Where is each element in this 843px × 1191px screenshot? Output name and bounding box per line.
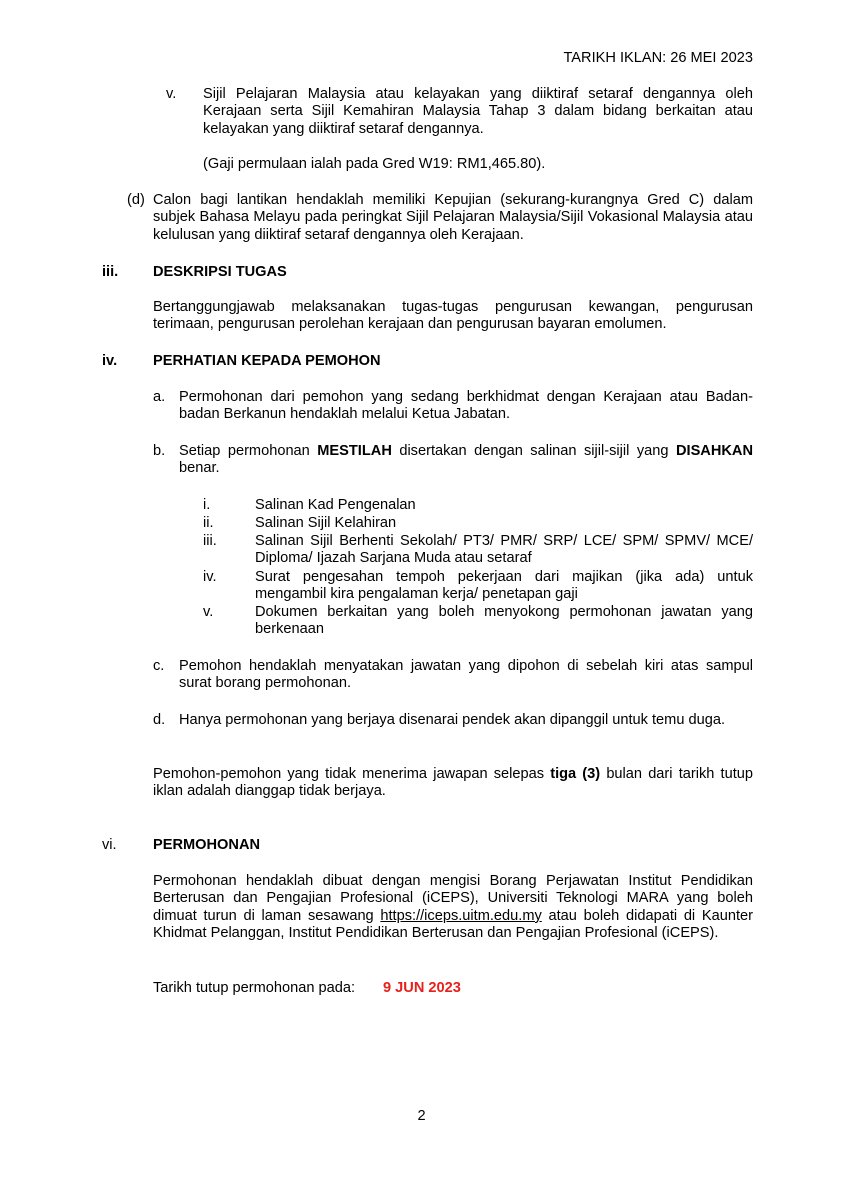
iceps-website-link[interactable]: https://iceps.uitm.edu.my [380,907,542,924]
document-number: v. [203,604,214,620]
section-iv-heading: PERHATIAN KEPADA PEMOHON [153,353,381,369]
item-c-marker: c. [153,658,165,674]
application-instructions: Permohonan hendaklah dibuat dengan mengisi Borang Perjawatan Institut Pendidikan Berterusan dan Pengajian Profesional (iCEPS), Universiti Teknologi MARA yang boleh dimuat turun di laman sesawang https://iceps.uitm.edu.my atau boleh didapati di Kaunter Khidmat Pelanggan, Institut Pendidikan Berterusan dan Pengajian Profesional (iCEPS). [153,873,753,942]
section-iii-heading: DESKRIPSI TUGAS [153,264,287,280]
document-number: ii. [203,515,214,531]
requirement-d-text: Calon bagi lantikan hendaklah memiliki Kepujian (sekurang-kurangnya Gred C) dalam subjek Bahasa Melayu pada peringkat Sijil Pelajaran Malaysia/Sijil Vokasional Malaysia atau kelulusan yang diiktiraf setaraf dengannya oleh Kerajaan. [153,192,753,243]
salary-note: (Gaji permulaan ialah pada Gred W19: RM1,465.80). [203,156,546,172]
closing-date-label: Tarikh tutup permohonan pada: [153,980,356,996]
item-d-text: Hanya permohonan yang berjaya disenarai pendek akan dipanggil untuk temu duga. [179,712,726,728]
document-item: Salinan Kad Pengenalan [255,497,416,513]
item-b-text: Setiap permohonan MESTILAH disertakan dengan salinan sijil-sijil yang DISAHKAN benar. [179,443,753,477]
item-b-marker: b. [153,443,166,459]
qualification-v-text: Sijil Pelajaran Malaysia atau kelayakan yang diiktiraf setaraf dengannya oleh Kerajaan serta Sijil Kemahiran Malaysia Tahap 3 dalam bidang berkaitan atau kelayakan yang diiktiraf setaraf dengannya. [203,86,753,137]
section-iii-number: iii. [102,264,119,280]
closing-date: 9 JUN 2023 [383,980,461,996]
rejection-note: Pemohon-pemohon yang tidak menerima jawapan selepas tiga (3) bulan dari tarikh tutup iklan adalah dianggap tidak berjaya. [153,766,753,800]
document-item: Salinan Sijil Berhenti Sekolah/ PT3/ PMR/ SRP/ LCE/ SPM/ SPMV/ MCE/ Diploma/ Ijazah Sarjana Muda atau setaraf [255,533,753,567]
document-number: i. [203,497,211,513]
section-iv-number: iv. [102,353,118,369]
qualification-v-marker: v. [166,86,177,102]
item-d-marker: d. [153,712,166,728]
advert-date: TARIKH IKLAN: 26 MEI 2023 [563,50,753,66]
item-c-text: Pemohon hendaklah menyatakan jawatan yang dipohon di sebelah kiri atas sampul surat borang permohonan. [179,658,753,692]
requirement-d-marker: (d) [127,192,145,208]
document-item: Surat pengesahan tempoh pekerjaan dari majikan (jika ada) untuk mengambil kira pengalaman kerja/ penetapan gaji [255,569,753,603]
section-vi-number: vi. [102,837,117,853]
three-months-emphasis: tiga (3) [550,766,601,782]
section-vi-heading: PERMOHONAN [153,837,261,853]
document-number: iii. [203,533,217,549]
section-iii-body: Bertanggungjawab melaksanakan tugas-tugas pengurusan kewangan, pengurusan terimaan, pengurusan perolehan kerajaan dan pengurusan bayaran emolumen. [153,299,753,333]
document-item: Dokumen berkaitan yang boleh menyokong permohonan jawatan yang berkenaan [255,604,753,638]
disahkan-emphasis: DISAHKAN [675,443,753,459]
mestilah-emphasis: MESTILAH [317,443,392,459]
item-a-marker: a. [153,389,166,405]
item-a-text: Permohonan dari pemohon yang sedang berkhidmat dengan Kerajaan atau Badan-badan Berkanun hendaklah melalui Ketua Jabatan. [179,389,753,423]
page-number: 2 [417,1108,426,1124]
document-item: Salinan Sijil Kelahiran [255,515,397,531]
document-number: iv. [203,569,217,585]
